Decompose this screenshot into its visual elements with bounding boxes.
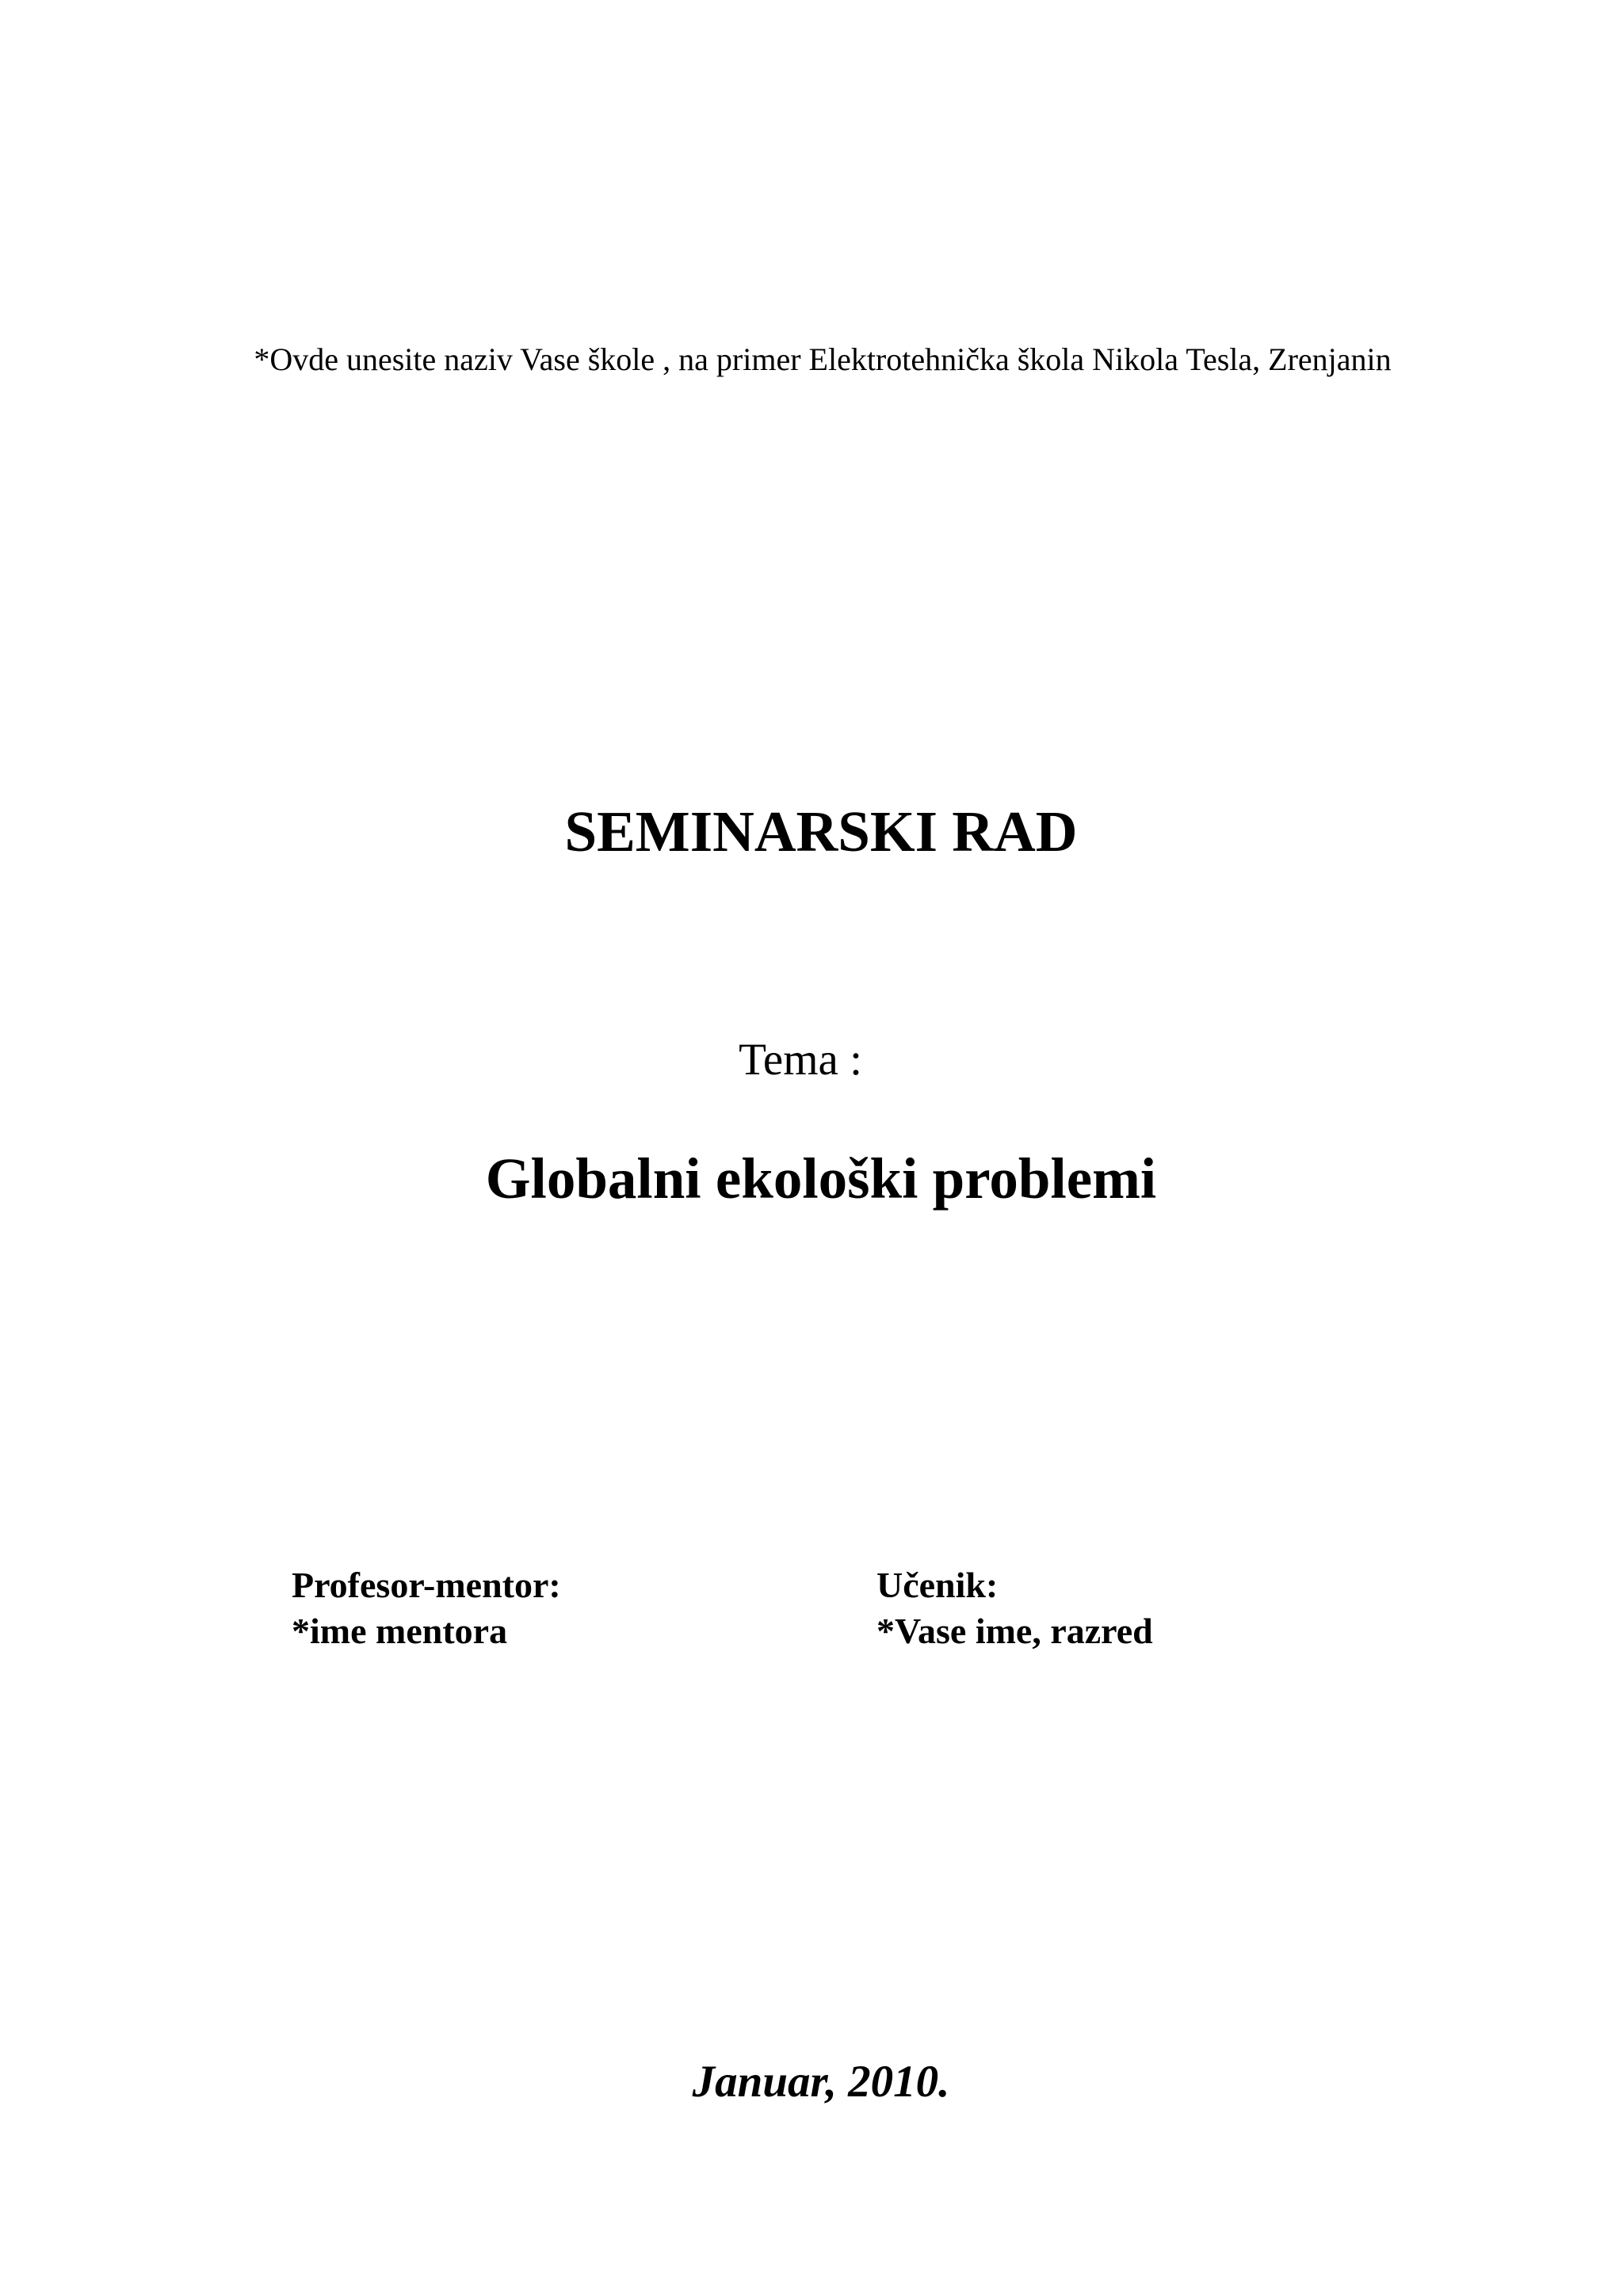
school-name-placeholder: *Ovde unesite naziv Vase škole , na primer Elektrotehnička škola Nikola Tesla, Zrenjanin [254, 341, 1392, 377]
student-block [876, 1562, 1153, 1654]
document-type-heading: SEMINARSKI RAD [564, 799, 1078, 864]
mentor-label: Profesor-mentor: [292, 1565, 561, 1605]
mentor-block [292, 1562, 561, 1654]
document-date: Januar, 2010. [692, 2057, 950, 2107]
student-label: Učenik: [876, 1565, 999, 1605]
topic-label: Tema : [739, 1035, 862, 1085]
mentor-name: *ime mentora [292, 1611, 508, 1651]
topic-title: Globalni ekološki problemi [485, 1146, 1157, 1211]
student-name: *Vase ime, razred [876, 1611, 1153, 1651]
